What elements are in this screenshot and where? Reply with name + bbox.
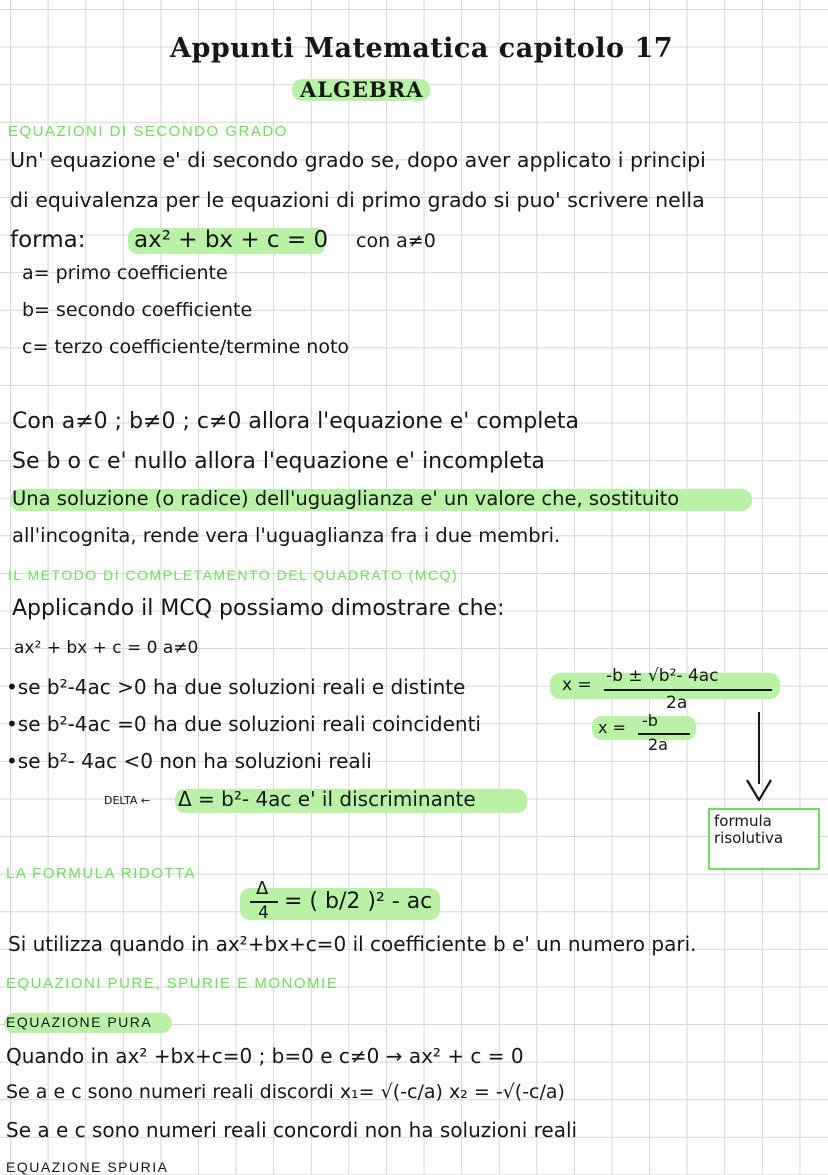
pura-line-3: Se a e c sono numeri reali concordi non ha soluzioni reali — [6, 1118, 578, 1142]
page-title: Appunti Matematica capitolo 17 — [170, 33, 674, 64]
mcq-equation: ax² + bx + c = 0 a≠0 — [14, 638, 199, 658]
section-heading-second-degree: EQUAZIONI DI SECONDO GRADO — [8, 123, 288, 140]
formula2-numerator: -b — [642, 711, 658, 730]
ridotta-numerator: Δ — [256, 878, 269, 899]
pura-line-2: Se a e c sono numeri reali discordi x₁= √(-c/a) x₂ = -√(-c/a) — [6, 1081, 565, 1103]
ridotta-rest: = ( b/2 )² - ac — [284, 889, 433, 914]
coef-c: c= terzo coefficiente/termine noto — [22, 336, 350, 358]
case-negative: •se b²- 4ac <0 non ha soluzioni reali — [6, 749, 372, 773]
case-zero: •se b²-4ac =0 ha due soluzioni reali coincidenti — [6, 712, 481, 736]
form-condition: con a≠0 — [356, 230, 436, 252]
quadratic-form: ax² + bx + c = 0 — [134, 227, 329, 253]
formula-box-text: formula risolutiva — [714, 812, 784, 847]
formula1-denominator: 2a — [666, 693, 688, 713]
complete-line: Con a≠0 ; b≠0 ; c≠0 allora l'equazione e' completa — [12, 409, 580, 434]
formula1-numerator: -b ± √b²- 4ac — [606, 666, 719, 686]
formula2-denominator: 2a — [648, 735, 668, 754]
incomplete-line: Se b o c e' nullo allora l'equazione e' incompleta — [12, 449, 545, 474]
arrow-down-shaft — [758, 712, 760, 784]
definition-form-label: forma: — [10, 227, 86, 253]
case-positive: •se b²-4ac >0 ha due soluzioni reali e distinte — [6, 675, 466, 699]
coef-a: a= primo coefficiente — [22, 262, 228, 284]
formula1-lhs: x = — [562, 675, 592, 695]
formula-box — [708, 808, 820, 870]
section-heading-formula-ridotta: LA FORMULA RIDOTTA — [6, 865, 197, 882]
ridotta-denominator: 4 — [258, 903, 269, 923]
formula1-fraction-line — [604, 689, 772, 691]
pura-line-1: Quando in ax² +bx+c=0 ; b=0 e c≠0 → ax² + c = 0 — [6, 1044, 524, 1068]
solution-line-1: Una soluzione (o radice) dell'uguaglianza e' un valore che, sostituito — [12, 487, 680, 510]
page-subtitle: ALGEBRA — [300, 77, 424, 102]
section-heading-pure-spurie: EQUAZIONI PURE, SPURIE E MONOMIE — [6, 975, 339, 992]
mcq-intro: Applicando il MCQ possiamo dimostrare che: — [12, 596, 505, 621]
solution-line-2: all'incognita, rende vera l'uguaglianza fra i due membri. — [12, 524, 561, 547]
ridotta-usage: Si utilizza quando in ax²+bx+c=0 il coefficiente b e' un numero pari. — [8, 932, 697, 956]
section-heading-mcq: IL METODO DI COMPLETAMENTO DEL QUADRATO (MCQ) — [8, 567, 459, 583]
delta-label: DELTA ← — [104, 794, 151, 807]
subheading-spuria: EQUAZIONE SPURIA — [6, 1159, 169, 1175]
subheading-pura: EQUAZIONE PURA — [6, 1014, 153, 1030]
delta-discriminant: Δ = b²- 4ac e' il discriminante — [178, 787, 476, 811]
definition-line-1: Un' equazione e' di secondo grado se, dopo aver applicato i principi — [10, 148, 706, 172]
arrow-down-icon — [745, 778, 773, 802]
formula2-lhs: x = — [598, 718, 626, 737]
definition-line-2: di equivalenza per le equazioni di primo grado si puo' scrivere nella — [10, 188, 705, 212]
coef-b: b= secondo coefficiente — [22, 299, 253, 321]
